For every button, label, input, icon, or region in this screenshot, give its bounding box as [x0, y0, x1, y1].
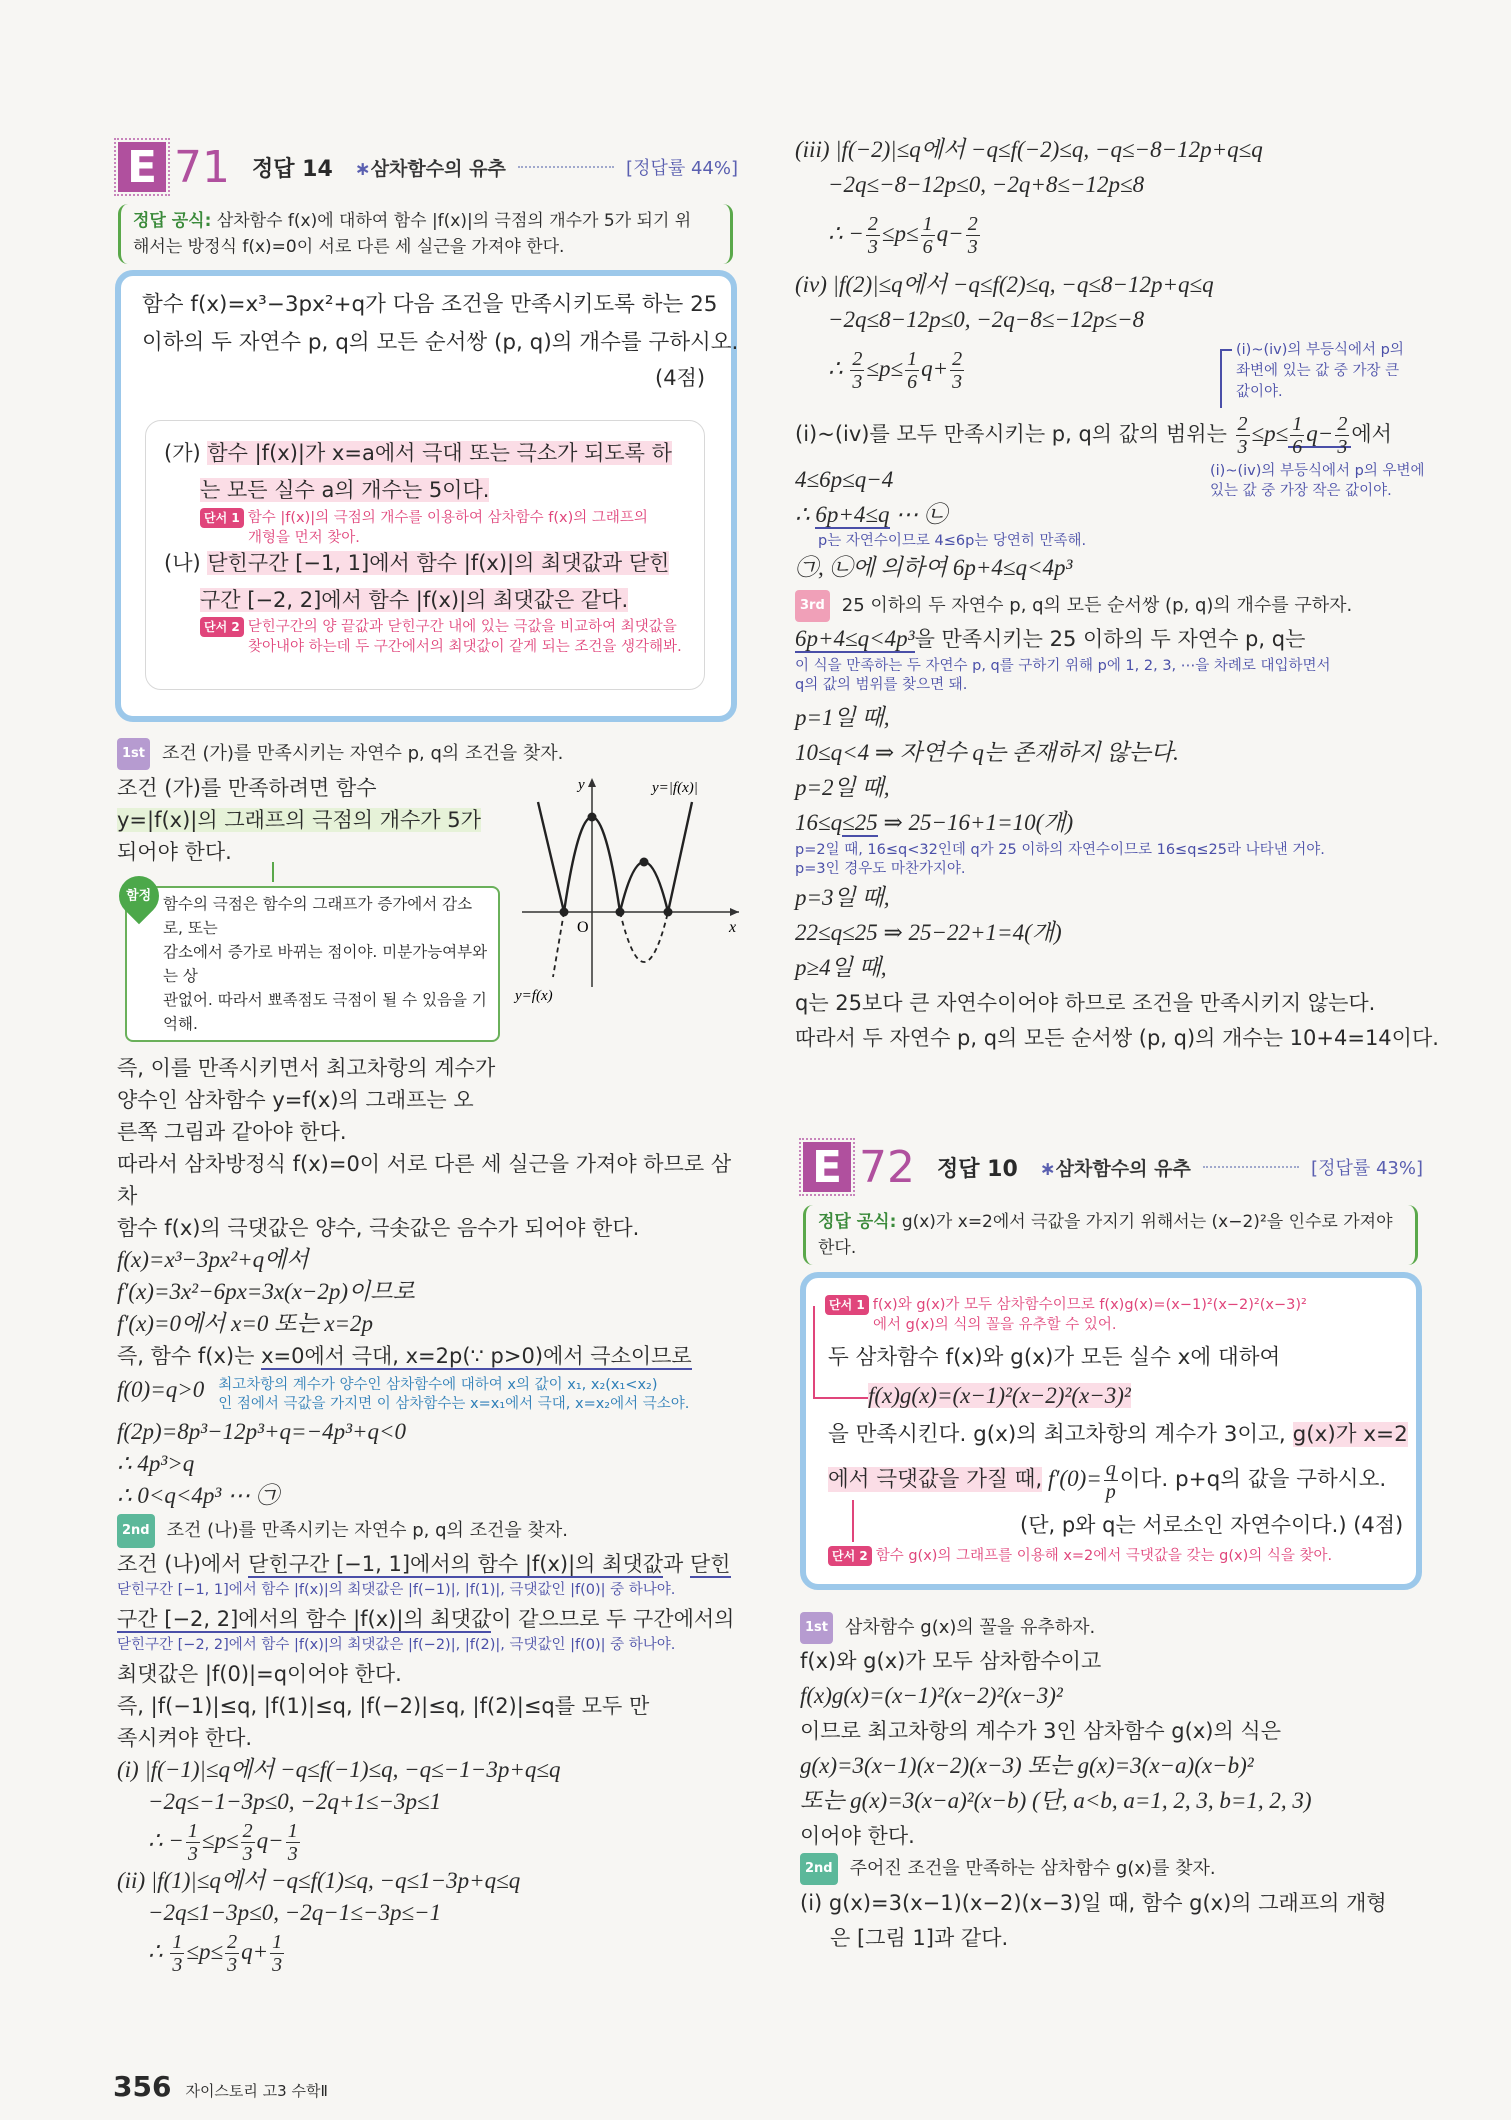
- side-note: [795, 657, 1331, 695]
- step-title: 조건 (가)를 만족시키는 자연수 p, q의 조건을 찾자.: [162, 743, 564, 764]
- arrow-line: [852, 1500, 854, 1542]
- text-line: 최댓값은 |f(0)|=q이어야 한다.: [117, 1662, 402, 1686]
- text: ∴ −: [148, 1828, 184, 1853]
- underlined-text: x=0에서 극대, x=2p(∵ p>0)에서 극소이므로: [261, 1344, 692, 1368]
- text: f′(0)=: [1042, 1466, 1102, 1491]
- formula-key: 정답 공식:: [818, 1212, 897, 1232]
- text: 을 만족시키는 25 이하의 두 자연수 p, q는: [914, 627, 1306, 651]
- text: q−: [936, 221, 964, 246]
- page-number: 356: [113, 2070, 172, 2103]
- condition-text: 는 모든 실수 a의 개수는 5이다.: [200, 478, 490, 502]
- topic-text: 삼차함수의 유추: [1055, 1157, 1191, 1180]
- condition-label: (나): [164, 551, 201, 575]
- fraction-line: [828, 345, 966, 393]
- arrow-line: [117, 868, 742, 882]
- equation-line: f′(x)=0에서 x=0 또는 x=2p: [117, 1311, 374, 1336]
- denominator: 6: [907, 371, 918, 394]
- equation-line: f′(x)=3x²−6px=3x(x−2p)이므로: [117, 1279, 415, 1304]
- fraction: [186, 1820, 200, 1865]
- arrow-line: [1220, 349, 1232, 351]
- equation-line: p=2일 때,: [795, 775, 890, 800]
- step-3-heading: [795, 590, 1352, 622]
- abs-f-curve: [538, 802, 692, 912]
- topic-label: [355, 154, 506, 181]
- underlined-text: 구간 [−2, 2]에서의 함수 |f(x)|의 최댓값: [117, 1607, 492, 1631]
- text: 즉, 함수 f(x)는: [117, 1344, 262, 1368]
- condition-na: [164, 548, 669, 578]
- equation-line: −2q≤8−12p≤0, −2q−8≤−12p≤−8: [828, 307, 1145, 332]
- fraction: [1290, 413, 1304, 458]
- text: ≤p≤: [1251, 421, 1289, 446]
- text-line: [117, 1340, 742, 1372]
- text-line: 이므로 최고차항의 계수가 3인 삼차함수 g(x)의 식은: [800, 1719, 1281, 1743]
- numerator: 2: [852, 348, 863, 371]
- text: 이다. p+q의 값을 구하시오.: [1119, 1467, 1387, 1492]
- note-text: (i)~(iv)의 부등식에서 p의 우변에: [1210, 463, 1425, 479]
- highlighted-text: g(x)가 x=2: [1292, 1422, 1408, 1447]
- extremum-point: [588, 813, 597, 822]
- section-e-badge: E: [803, 1142, 851, 1192]
- side-note: [1210, 461, 1425, 501]
- numerator: 2: [1237, 413, 1248, 436]
- text-line: (i) g(x)=3(x−1)(x−2)(x−3)일 때, 함수 g(x)의 그래프의 개형: [800, 1891, 1387, 1915]
- hint-badge: 단서 1: [200, 508, 244, 528]
- step-title: 주어진 조건을 만족하는 삼차함수 g(x)를 찾자.: [849, 1858, 1216, 1879]
- numerator: 2: [1337, 413, 1348, 436]
- denominator: 3: [172, 1954, 183, 1977]
- problem-number: 72: [859, 1141, 915, 1193]
- denominator: 3: [967, 236, 978, 259]
- condition-text: 구간 [−2, 2]에서 함수 |f(x)|의 최댓값은 같다.: [200, 588, 629, 612]
- underlined-text: 닫힌: [689, 1552, 731, 1576]
- text-line: [117, 1548, 742, 1580]
- side-note: 닫힌구간 [−1, 1]에서 함수 |f(x)|의 최댓값은 |f(−1)|, |f(1)|, 극댓값인 |f(0)| 중 하나야.: [117, 1582, 676, 1598]
- underlined-text: 6p+4≤q<4p³: [795, 626, 915, 651]
- text-line: [795, 624, 1305, 654]
- correct-rate: [정답률 43%]: [1311, 1158, 1423, 1179]
- equation-line: f(x)g(x)=(x−1)²(x−2)²(x−3)²: [800, 1683, 1063, 1708]
- y-axis-arrow-icon: [588, 778, 596, 787]
- equation-line: (ii) |f(1)|≤q에서 −q≤f(1)≤q, −q≤1−3p+q≤q: [117, 1868, 521, 1894]
- abs-f-label: y=|f(x)|: [652, 780, 698, 796]
- fraction: [966, 213, 980, 258]
- note-text: 이 식을 만족하는 두 자연수 p, q를 구하기 위해 p에 1, 2, 3, ⋯을 차례로 대입하면서: [795, 658, 1331, 674]
- underlined-text: 닫힌구간 [−1, 1]에서의 함수 |f(x)|의 최댓값: [248, 1552, 664, 1576]
- extremum-point: [560, 908, 569, 917]
- equation-line: f(x)=x³−3px²+q에서: [117, 1247, 309, 1272]
- formula-text: 해서는 방정식 f(x)=0이 서로 다른 세 실근을 가져야 한다.: [133, 237, 565, 257]
- text: 에서: [1351, 422, 1392, 446]
- text: ≤p≤: [866, 356, 904, 381]
- denominator: 6: [922, 236, 933, 259]
- fraction: [170, 1931, 184, 1976]
- note-text: 좌변에 있는 값 중 가장 큰: [1236, 363, 1400, 379]
- hint-text: 닫힌구간의 양 끝값과 닫힌구간 내에 있는 극값을 비교하여 최댓값을: [247, 619, 677, 635]
- denominator: 3: [952, 371, 963, 394]
- denominator: 3: [867, 236, 878, 259]
- fraction: [286, 1820, 300, 1865]
- f0-row: [117, 1374, 742, 1414]
- dotted-divider: [1203, 1166, 1299, 1168]
- fraction: [850, 348, 864, 393]
- equation-line: 10≤q<4 ⇒ 자연수 q는 존재하지 않는다.: [795, 740, 1179, 765]
- step-badge: 3rd: [795, 590, 830, 622]
- condition-na-cont: [200, 585, 628, 615]
- hint-2: [200, 617, 682, 657]
- x-axis-arrow-icon: [730, 908, 739, 916]
- section-e-badge: E: [118, 142, 166, 192]
- problem-text: [828, 1420, 1408, 1450]
- answer-formula-box: [803, 1205, 1418, 1265]
- numerator: 2: [227, 1931, 238, 1954]
- equation-line: [795, 808, 1073, 838]
- trap-note: [125, 886, 500, 1042]
- equation-line: 또는 g(x)=3(x−a)²(x−b) (단, a<b, a=1, 2, 3, b=1, 2, 3): [800, 1788, 1312, 1813]
- highlighted-text: f(x)g(x)=(x−1)²(x−2)²(x−3)²: [868, 1383, 1131, 1408]
- abs-f-graph: [507, 772, 742, 1010]
- denominator: 3: [227, 1954, 238, 1977]
- numerator: 1: [187, 1820, 198, 1843]
- extremum-point: [640, 858, 649, 867]
- page-footer: [113, 2070, 328, 2103]
- text: ∴ −: [828, 221, 864, 246]
- numerator: 1: [1292, 413, 1303, 436]
- problem-72-header: [803, 1140, 1423, 1194]
- asterisk-icon: ∗: [354, 157, 371, 180]
- note-text: p=3인 경우도 마찬가지야.: [795, 861, 966, 877]
- equation-line: −2q≤−8−12p≤0, −2q+8≤−12p≤8: [828, 172, 1145, 197]
- numerator: q: [1105, 1457, 1116, 1480]
- text: ⋯ ㉡: [889, 502, 948, 527]
- hint-badge: 단서 1: [825, 1295, 869, 1315]
- note-text: 값이야.: [1236, 384, 1283, 400]
- text-line: 은 [그림 1]과 같다.: [830, 1926, 1009, 1950]
- topic-text: 삼차함수의 유추: [370, 157, 506, 180]
- text-line: 른쪽 그림과 같아야 한다.: [117, 1120, 347, 1144]
- extremum-point: [664, 908, 673, 917]
- text: ∴: [795, 502, 816, 527]
- text: 과: [663, 1552, 690, 1576]
- text: ⇒ 25−16+1=10(개): [877, 810, 1074, 835]
- denominator: 3: [272, 1954, 283, 1977]
- hint-connector: [813, 1306, 815, 1398]
- numerator: 1: [907, 348, 918, 371]
- note-text: 인 점에서 극값을 가지면 이 삼차함수는 x=x₁에서 극대, x=x₂에서 극소야.: [218, 1396, 690, 1412]
- denominator: 3: [242, 1843, 253, 1866]
- text: q−: [256, 1828, 284, 1853]
- formula-text: 삼차함수 f(x)에 대하여 함수 |f(x)|의 극점의 개수가 5가 되기 위: [216, 211, 692, 231]
- text-line: 함수 f(x)의 극댓값은 양수, 극솟값은 음수가 되어야 한다.: [117, 1216, 640, 1240]
- fraction: [921, 213, 935, 258]
- hint-text: 함수 g(x)의 그래프를 이용해 x=2에서 극댓값을 갖는 g(x)의 식을 찾아.: [875, 1548, 1333, 1564]
- answer-label: 정답 10: [937, 1156, 1018, 1182]
- side-note: 닫힌구간 [−2, 2]에서 함수 |f(x)|의 최댓값은 |f(−2)|, |f(2)|, 극댓값인 |f(0)| 중 하나야.: [117, 1637, 676, 1653]
- equation-line: −2q≤1−3p≤0, −2q−1≤−3p≤−1: [148, 1900, 442, 1926]
- text-line: f(x)와 g(x)가 모두 삼차함수이고: [800, 1649, 1102, 1673]
- text-line: 즉, 이를 만족시키면서 최고차항의 계수가: [117, 1056, 496, 1080]
- y-axis-label: y: [578, 777, 585, 793]
- text-line: 되어야 한다.: [117, 840, 232, 864]
- text: q+: [921, 356, 949, 381]
- dotted-divider: [518, 166, 614, 168]
- hint-badge: 단서 2: [200, 617, 244, 637]
- problem-71-header: [118, 140, 738, 194]
- f-curve-dashed: [553, 912, 668, 977]
- fraction: [866, 213, 880, 258]
- trap-text: 관없어. 따라서 뾰족점도 극점이 될 수 있음을 기억해.: [163, 991, 487, 1033]
- numerator: 2: [967, 213, 978, 236]
- numerator: 2: [242, 1820, 253, 1843]
- text: ≤p≤: [201, 1828, 239, 1853]
- equation-line: p=1일 때,: [795, 705, 890, 730]
- text: ≤p≤: [881, 221, 919, 246]
- hint-connector: [813, 1397, 868, 1399]
- text-line: 족시켜야 한다.: [117, 1726, 253, 1750]
- note-text: 있는 값 중 가장 작은 값이야.: [1210, 483, 1392, 499]
- underlined-text: ≤25: [842, 810, 878, 835]
- text: q+: [241, 1939, 269, 1965]
- fraction-line: [117, 1929, 742, 1976]
- equation-line: p≥4일 때,: [795, 955, 887, 980]
- text: 을 만족시킨다. g(x)의 최고차항의 계수가 3이고,: [828, 1422, 1293, 1447]
- numerator: 2: [952, 348, 963, 371]
- side-note: [218, 1376, 742, 1414]
- text: 16≤q: [795, 810, 843, 835]
- trap-text: 감소에서 증가로 바뀌는 점이야. 미분가능여부와는 상: [163, 943, 488, 985]
- fraction-line: [117, 1818, 742, 1865]
- equation-line: [795, 500, 947, 530]
- fraction: [1335, 413, 1349, 458]
- text-line: q는 25보다 큰 자연수이어야 하므로 조건을 만족시키지 않는다.: [795, 991, 1376, 1015]
- text: ≤p≤: [186, 1939, 224, 1965]
- problem-equation: [868, 1381, 1131, 1411]
- condition-label: (가): [164, 441, 201, 465]
- numerator: 1: [287, 1820, 298, 1843]
- denominator: 3: [852, 371, 863, 394]
- note-text: (i)~(iv)의 부등식에서 p의: [1236, 342, 1404, 358]
- text: 조건 (나)에서: [117, 1552, 249, 1576]
- hint-1: [200, 508, 648, 548]
- asterisk-icon: ∗: [1039, 1157, 1056, 1180]
- hint-badge: 단서 2: [828, 1546, 872, 1566]
- hint-text: 에서 g(x)의 식의 꼴을 유추할 수 있어.: [873, 1317, 1117, 1333]
- f-label: y=f(x): [515, 988, 553, 1004]
- equation-line: f(0)=q>0: [117, 1377, 205, 1402]
- condition-text: 닫힌구간 [−1, 1]에서 함수 |f(x)|의 최댓값과 닫힌: [207, 551, 670, 575]
- equation-line: f(2p)=8p³−12p³+q=−4p³+q<0: [117, 1419, 407, 1444]
- denominator: 3: [187, 1843, 198, 1866]
- fraction: [905, 348, 919, 393]
- fraction: [270, 1931, 284, 1976]
- text: (i)~(iv)를 모두 만족시키는 p, q의 값의 범위는: [795, 422, 1234, 446]
- text-line: 따라서 두 자연수 p, q의 모든 순서쌍 (p, q)의 개수는 10+4=14이다.: [795, 1026, 1439, 1050]
- text-line: 이어야 한다.: [800, 1824, 915, 1848]
- problem-number: 71: [174, 141, 230, 193]
- numerator: 1: [922, 213, 933, 236]
- formula-key: 정답 공식:: [133, 211, 212, 231]
- arrow-stem: [272, 862, 274, 882]
- note-text: 최고차항의 계수가 양수인 삼차함수에 대하여 x의 값이 x₁, x₂(x₁<x₂): [218, 1377, 658, 1393]
- answer-label: 정답 14: [252, 156, 333, 182]
- formula-text: g(x)가 x=2에서 극값을 가지기 위해서는 (x−2)²을 인수로 가져야: [901, 1212, 1393, 1232]
- numerator: 1: [172, 1931, 183, 1954]
- hint-text: 개형을 먼저 찾아.: [248, 530, 360, 546]
- text-line: 조건 (가)를 만족하려면 함수: [117, 776, 377, 800]
- underlined-text: 6p+4≤q: [815, 502, 890, 527]
- highlighted-text: 에서 극댓값을 가질 때,: [828, 1467, 1043, 1492]
- points-label: (4점): [655, 366, 706, 390]
- problem-text: 이하의 두 자연수 p, q의 모든 순서쌍 (p, q)의 개수를 구하시오.: [142, 330, 739, 355]
- denominator: p: [1105, 1480, 1116, 1503]
- text: ∴: [148, 1939, 169, 1965]
- denominator: 3: [1237, 436, 1248, 459]
- equation-line: g(x)=3(x−1)(x−2)(x−3) 또는 g(x)=3(x−a)(x−b)²: [800, 1753, 1254, 1778]
- numerator: 2: [867, 213, 878, 236]
- trap-label: 함정: [126, 888, 152, 903]
- fraction-line: [828, 210, 982, 258]
- hint-text: f(x)와 g(x)가 모두 삼차함수이므로 f(x)g(x)=(x−1)²(x−2)²(x−3)²: [872, 1297, 1307, 1313]
- text-line: 즉, |f(−1)|≤q, |f(1)|≤q, |f(−2)|≤q, |f(2)|≤q를 모두 만: [117, 1694, 650, 1718]
- text-line: 따라서 삼차방정식 f(x)=0이 서로 다른 세 실근을 가져야 하므로 삼차: [117, 1152, 732, 1208]
- hint-text: 찾아내야 하는데 두 구간에서의 최댓값이 같게 되는 조건을 생각해봐.: [248, 639, 682, 655]
- side-note: [1236, 340, 1404, 403]
- problem-text: 두 삼차함수 f(x)와 g(x)가 모든 실수 x에 대하여: [828, 1345, 1281, 1370]
- equation-line: ∴ 4p³>q: [117, 1451, 195, 1476]
- fraction: [950, 348, 964, 393]
- extremum-point: [616, 908, 625, 917]
- fraction: [241, 1820, 255, 1865]
- equation-line: (iii) |f(−2)|≤q에서 −q≤f(−2)≤q, −q≤−8−12p+q≤q: [795, 137, 1263, 162]
- step-1-heading: [117, 738, 563, 770]
- denominator: 6: [1292, 436, 1303, 459]
- condition-ga: [164, 438, 672, 468]
- answer-formula-box: [118, 204, 733, 264]
- correct-rate: [정답률 44%]: [626, 158, 738, 179]
- highlighted-text: y=|f(x)|의 그래프의 극점의 개수가 5가: [117, 808, 481, 832]
- problem-condition: (단, p와 q는 서로소인 자연수이다.) (4점): [1020, 1513, 1404, 1537]
- text: ∴: [828, 356, 849, 381]
- solution-71-left-flow: [117, 772, 742, 1976]
- equation-line: (iv) |f(2)|≤q에서 −q≤f(2)≤q, −q≤8−12p+q≤q: [795, 272, 1214, 297]
- range-line: [795, 410, 1392, 458]
- step-2-heading: [800, 1853, 1216, 1885]
- origin-label: O: [577, 919, 589, 936]
- denominator: 3: [1337, 436, 1348, 459]
- step-title: 삼차함수 g(x)의 꼴을 유추하자.: [845, 1617, 1096, 1638]
- step-badge: 2nd: [117, 1514, 155, 1548]
- topic-label: [1040, 1154, 1191, 1181]
- text-line: [117, 1603, 742, 1635]
- equation-line: (i) |f(−1)|≤q에서 −q≤f(−1)≤q, −q≤−1−3p+q≤q: [117, 1757, 561, 1782]
- text: 이 같으므로 두 구간에서의: [491, 1607, 735, 1631]
- text: q−: [1306, 421, 1334, 446]
- hint-2: [828, 1546, 1332, 1566]
- problem-text: 함수 f(x)=x³−3px²+q가 다음 조건을 만족시키도록 하는 25: [142, 292, 718, 317]
- step-badge: 2nd: [800, 1853, 838, 1885]
- fraction: [225, 1931, 239, 1976]
- side-note: [795, 841, 1325, 879]
- problem-text: [828, 1455, 1386, 1504]
- step-badge: 1st: [117, 738, 150, 770]
- note-text: p=2일 때, 16≤q<32인데 q가 25 이하의 자연수이므로 16≤q≤25라 나타낸 거야.: [795, 842, 1325, 858]
- text-line: 양수인 삼차함수 y=f(x)의 그래프는 오: [117, 1088, 474, 1112]
- equation-line: −2q≤−1−3p≤0, −2q+1≤−3p≤1: [148, 1789, 442, 1814]
- hint-text: 함수 |f(x)|의 극점의 개수를 이용하여 삼차함수 f(x)의 그래프의: [247, 510, 648, 526]
- step-1-heading: [800, 1612, 1095, 1644]
- fraction: [1104, 1458, 1118, 1503]
- equation-line: ㉠, ㉡에 의하여 6p+4≤q<4p³: [795, 555, 1073, 580]
- equation-line: p=3일 때,: [795, 885, 890, 910]
- formula-text: 한다.: [818, 1238, 857, 1258]
- fraction: [1236, 413, 1250, 458]
- x-axis-label: x: [729, 919, 737, 936]
- step-title: 조건 (나)를 만족시키는 자연수 p, q의 조건을 찾자.: [166, 1520, 568, 1541]
- hint-1: [825, 1295, 1307, 1335]
- denominator: 3: [287, 1843, 298, 1866]
- side-note: p는 자연수이므로 4≤6p는 당연히 만족해.: [818, 533, 1087, 549]
- trap-text: 함수의 극점은 함수의 그래프가 증가에서 감소로, 또는: [163, 895, 473, 937]
- step-2-heading: [117, 1514, 742, 1548]
- condition-ga-cont: [200, 475, 489, 505]
- equation-line: 4≤6p≤q−4: [795, 467, 894, 492]
- equation-line: ∴ 0<q<4p³ ⋯ ㉠: [117, 1483, 279, 1508]
- arrow-line: [1220, 350, 1222, 408]
- note-text: q의 값의 범위를 찾으면 돼.: [795, 677, 968, 693]
- equation-line: 22≤q≤25 ⇒ 25−22+1=4(개): [795, 920, 1062, 945]
- step-title: 25 이하의 두 자연수 p, q의 모든 순서쌍 (p, q)의 개수를 구하자.: [841, 595, 1353, 616]
- step-badge: 1st: [800, 1612, 833, 1644]
- book-title: 자이스토리 고3 수학Ⅱ: [185, 2082, 328, 2100]
- numerator: 1: [272, 1931, 283, 1954]
- condition-text: 함수 |f(x)|가 x=a에서 극대 또는 극소가 되도록 하: [207, 441, 672, 465]
